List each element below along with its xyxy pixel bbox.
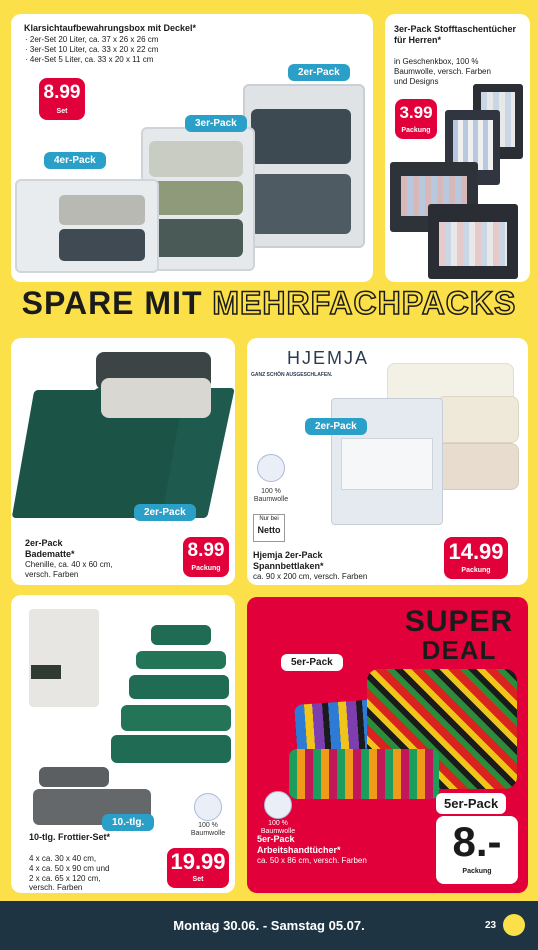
bathmat-title: 2er-Pack Badematte*	[25, 538, 75, 559]
work-towels-line-1: ca. 50 x 86 cm, versch. Farben	[257, 856, 367, 865]
handkerchief-line-3: und Designs	[394, 77, 439, 86]
towel-set-image	[11, 595, 235, 825]
super-deal-badge	[397, 607, 521, 663]
towel-set-line-3: 2 x ca. 65 x 120 cm,	[29, 874, 101, 883]
fitted-sheet-cotton: 100 % Baumwolle	[253, 488, 289, 503]
storage-box-line-2: · 3er-Set 10 Liter, ca. 33 x 20 x 22 cm	[25, 45, 159, 54]
work-towels-card[interactable]	[247, 597, 528, 893]
fitted-sheet-card[interactable]	[247, 338, 528, 585]
netto-badge-big: Netto	[257, 525, 281, 535]
hjemja-logo: HJEMJA	[287, 348, 370, 368]
work-towels-cotton: 100 % Baumwolle	[260, 820, 296, 835]
work-towels-tag-left: 5er-Pack	[281, 654, 343, 671]
tag-2er-pack: 2er-Pack	[288, 64, 350, 81]
handkerchief-price: 3.99 Packung	[395, 99, 437, 139]
towel-set-title: 10-tlg. Frottier-Set*	[29, 832, 111, 842]
towel-set-price: 19.99 Set	[167, 848, 229, 888]
bathmat-image	[11, 338, 235, 528]
bathmat-tag: 2er-Pack	[134, 504, 196, 521]
headline	[0, 285, 538, 322]
work-towels-image	[287, 659, 517, 809]
fitted-sheet-line-1: ca. 90 x 200 cm, versch. Farben	[253, 572, 368, 581]
tag-3er-pack: 3er-Pack	[185, 115, 247, 132]
handkerchief-line-2: Baumwolle, versch. Farben	[394, 67, 491, 76]
fitted-sheet-image	[327, 358, 527, 528]
hjemja-slogan: GANZ SCHÖN AUSGESCHLAFEN.	[251, 372, 333, 378]
work-towels-tag-right: 5er-Pack	[436, 793, 506, 814]
work-towels-title: 5er-Pack Arbeitshandtücher*	[257, 834, 341, 855]
footer	[0, 901, 538, 950]
page-number: 23	[485, 920, 497, 931]
storage-box-title: Klarsichtaufbewahrungsbox mit Deckel*	[24, 23, 197, 33]
cotton-icon	[257, 454, 285, 482]
towel-set-card[interactable]	[11, 595, 235, 893]
bathmat-price: 8.99 Packung	[183, 537, 229, 577]
super-text: SUPER	[404, 605, 514, 638]
deal-text: DEAL	[421, 635, 497, 665]
headline-part-1: SPARE MIT	[21, 285, 203, 321]
footer-dates: Montag 30.06. - Samstag 05.07.	[173, 918, 365, 933]
storage-box-line-3: · 4er-Set 5 Liter, ca. 33 x 20 x 11 cm	[25, 55, 154, 64]
towel-set-tag: 10.-tlg.	[102, 814, 154, 831]
towel-set-line-2: 4 x ca. 50 x 90 cm und	[29, 864, 110, 873]
storage-box-card[interactable]	[11, 14, 373, 282]
towel-set-line-1: 4 x ca. 30 x 40 cm,	[29, 854, 97, 863]
tag-4er-pack: 4er-Pack	[44, 152, 106, 169]
handkerchief-line-1: in Geschenkbox, 100 %	[394, 57, 479, 66]
work-towels-price: 8.- Packung	[436, 816, 518, 884]
bathmat-line-2: versch. Farben	[25, 570, 79, 579]
cotton-icon-3	[264, 791, 292, 819]
handkerchief-title: 3er-Pack Stofftaschentücher für Herren*	[394, 24, 517, 45]
handkerchief-card[interactable]	[385, 14, 530, 282]
netto-badge-small: Nur bei	[259, 516, 279, 522]
towel-set-line-4: versch. Farben	[29, 883, 83, 892]
towel-set-cotton: 100 % Baumwolle	[190, 822, 226, 837]
bathmat-line-1: Chenille, ca. 40 x 60 cm,	[25, 560, 113, 569]
fitted-sheet-price: 14.99 Packung	[444, 537, 508, 579]
netto-dog-icon	[503, 914, 525, 936]
headline-part-2: MEHRFACHPACKS	[212, 285, 517, 321]
cotton-icon-2	[194, 793, 222, 821]
bathmat-card[interactable]	[11, 338, 235, 585]
storage-box-price: 8.99 Set	[39, 78, 85, 120]
fitted-sheet-tag: 2er-Pack	[305, 418, 367, 435]
fitted-sheet-title: Hjemja 2er-Pack Spannbettlaken*	[253, 550, 324, 571]
storage-box-line-1: · 2er-Set 20 Liter, ca. 37 x 26 x 26 cm	[25, 35, 159, 44]
netto-badge	[253, 514, 285, 542]
